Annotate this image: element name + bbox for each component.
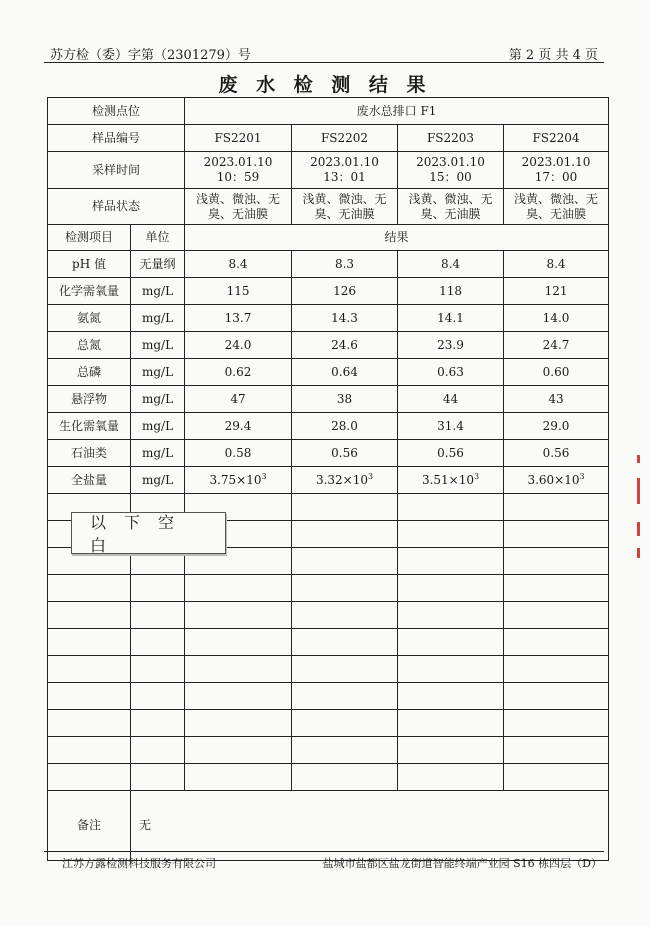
info-row-time [48, 152, 609, 189]
seal-edge-mark [637, 548, 640, 558]
table-row [48, 251, 609, 278]
item-unit: mg/L [131, 332, 185, 359]
sample-state: 浅黄、微浊、无 臭、无油膜 [398, 189, 504, 225]
table-row [48, 332, 609, 359]
remark-label: 备注 [48, 791, 131, 861]
item-name: 化学需氧量 [48, 278, 131, 305]
sample-id: FS2203 [398, 125, 504, 152]
info-row-sample [48, 125, 609, 152]
result-value: 23.9 [398, 332, 504, 359]
result-value: 14.1 [398, 305, 504, 332]
results-table [47, 97, 609, 861]
result-value: 24.6 [292, 332, 398, 359]
result-value: 8.4 [398, 251, 504, 278]
sample-state: 浅黄、微浊、无 臭、无油膜 [292, 189, 398, 225]
sample-time: 2023.01.10 15：00 [398, 152, 504, 189]
info-row-point [48, 98, 609, 125]
blank-row [48, 656, 609, 683]
remark-row [48, 791, 609, 861]
item-unit: mg/L [131, 467, 185, 494]
blank-row [48, 629, 609, 656]
item-unit: mg/L [131, 386, 185, 413]
result-value: 31.4 [398, 413, 504, 440]
result-value: 8.4 [185, 251, 292, 278]
result-value: 0.62 [185, 359, 292, 386]
table-row [48, 440, 609, 467]
sample-time: 2023.01.10 10：59 [185, 152, 292, 189]
sample-state: 浅黄、微浊、无 臭、无油膜 [504, 189, 609, 225]
result-value: 29.4 [185, 413, 292, 440]
result-value: 44 [398, 386, 504, 413]
result-value: 121 [504, 278, 609, 305]
state-label: 样品状态 [48, 189, 185, 225]
result-value: 0.58 [185, 440, 292, 467]
table-row [48, 467, 609, 494]
result-value: 0.56 [292, 440, 398, 467]
result-value: 24.7 [504, 332, 609, 359]
point-value: 废水总排口 F1 [185, 98, 609, 125]
blank-row [48, 737, 609, 764]
result-value: 0.64 [292, 359, 398, 386]
result-value: 0.63 [398, 359, 504, 386]
result-value: 8.3 [292, 251, 398, 278]
sample-label: 样品编号 [48, 125, 185, 152]
result-value: 118 [398, 278, 504, 305]
result-value: 115 [185, 278, 292, 305]
result-value: 0.56 [504, 440, 609, 467]
seal-edge-mark [637, 478, 640, 504]
page-number: 第 2 页 共 4 页 [508, 48, 598, 63]
blank-row [48, 764, 609, 791]
remark-value: 无 [131, 791, 609, 861]
sample-id: FS2201 [185, 125, 292, 152]
table-row [48, 278, 609, 305]
table-row [48, 386, 609, 413]
unit-header: 单位 [131, 225, 185, 251]
item-name: pH 值 [48, 251, 131, 278]
item-name: 石油类 [48, 440, 131, 467]
item-unit: mg/L [131, 278, 185, 305]
item-unit: mg/L [131, 359, 185, 386]
point-label: 检测点位 [48, 98, 185, 125]
result-value: 0.60 [504, 359, 609, 386]
company-name: 江苏方露检测科技服务有限公司 [62, 857, 216, 870]
result-value: 8.4 [504, 251, 609, 278]
item-unit: mg/L [131, 413, 185, 440]
seal-edge-mark [637, 522, 640, 536]
item-name: 悬浮物 [48, 386, 131, 413]
table-row [48, 413, 609, 440]
report-number: 苏方检（委）字第（2301279）号 [50, 48, 251, 63]
blank-row [48, 710, 609, 737]
result-value: 24.0 [185, 332, 292, 359]
blank-row [48, 575, 609, 602]
item-unit: mg/L [131, 440, 185, 467]
footer-rule [44, 851, 604, 852]
result-header-row [48, 225, 609, 251]
item-unit: 无量纲 [131, 251, 185, 278]
result-value: 38 [292, 386, 398, 413]
result-header: 结果 [185, 225, 609, 251]
result-value: 13.7 [185, 305, 292, 332]
item-name: 生化需氧量 [48, 413, 131, 440]
result-value: 29.0 [504, 413, 609, 440]
blank-row [48, 683, 609, 710]
blank-row [48, 602, 609, 629]
header-rule [44, 62, 604, 63]
item-name: 总磷 [48, 359, 131, 386]
time-label: 采样时间 [48, 152, 185, 189]
item-name: 总氮 [48, 332, 131, 359]
result-value: 14.3 [292, 305, 398, 332]
table-row [48, 359, 609, 386]
result-value: $3.60\times 10^3$ [504, 467, 609, 494]
result-value: 14.0 [504, 305, 609, 332]
sample-id: FS2202 [292, 125, 398, 152]
result-value: 0.56 [398, 440, 504, 467]
result-value: $3.32\times 10^3$ [292, 467, 398, 494]
result-value: $3.75\times 10^3$ [185, 467, 292, 494]
item-header: 检测项目 [48, 225, 131, 251]
result-value: 126 [292, 278, 398, 305]
result-value: $3.51\times 10^3$ [398, 467, 504, 494]
result-value: 28.0 [292, 413, 398, 440]
info-row-state [48, 189, 609, 225]
company-address: 盐城市盐都区盐龙街道智能终端产业园 S16 栋四层（D） [322, 857, 602, 870]
item-name: 全盐量 [48, 467, 131, 494]
item-name: 氨氮 [48, 305, 131, 332]
item-unit: mg/L [131, 305, 185, 332]
result-value: 43 [504, 386, 609, 413]
sample-state: 浅黄、微浊、无 臭、无油膜 [185, 189, 292, 225]
sample-id: FS2204 [504, 125, 609, 152]
sample-time: 2023.01.10 13：01 [292, 152, 398, 189]
blank-below-stamp: 以下空白 [71, 512, 226, 554]
page-title: 废 水 检 测 结 果 [218, 74, 432, 96]
seal-edge-mark [637, 455, 640, 463]
table-row [48, 305, 609, 332]
result-value: 47 [185, 386, 292, 413]
sample-time: 2023.01.10 17：00 [504, 152, 609, 189]
